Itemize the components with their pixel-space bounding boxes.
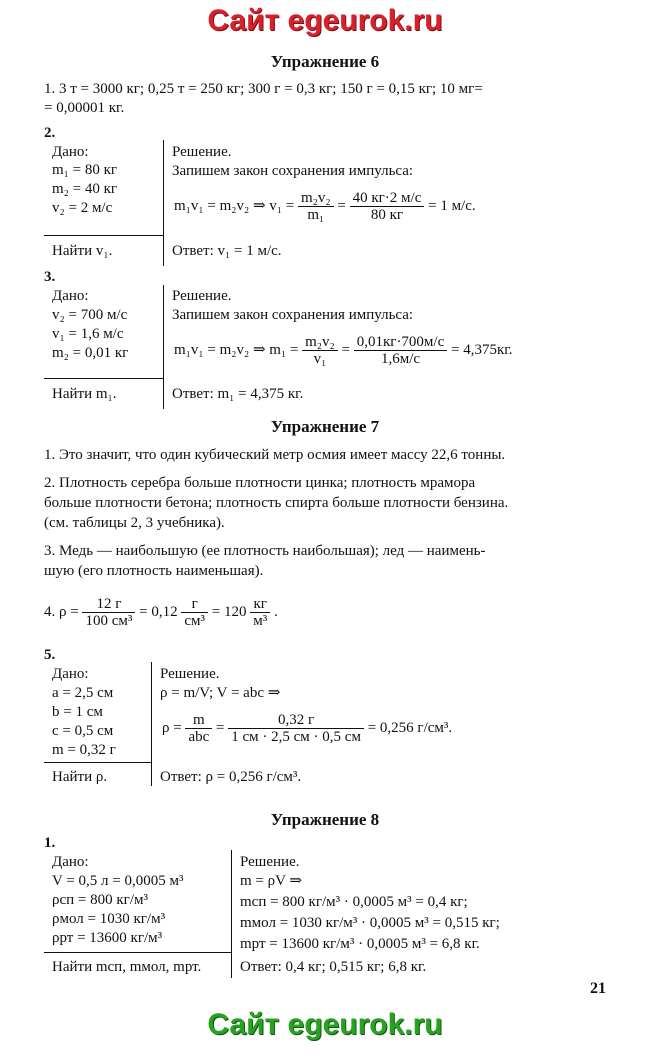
ex7-p5-f1-den: abc [188,729,210,746]
ex7-p4-equation [44,590,278,634]
ex6-title: Упражнение 6 [270,52,380,71]
ex6-p3-given-0: v₂ = 700 м/с [52,307,128,323]
ex6-p3-given-1: v₁ = 1,6 м/с [52,326,124,342]
ex7-p5-given-0: a = 2,5 см [52,685,114,701]
ex6-p2-given-divider [44,235,164,236]
ex7-p5-answer: Ответ: ρ = 0,256 г/см³. [160,769,302,785]
ex6-p2-f1-den: m₁ [307,207,325,224]
page-number: 21 [590,980,606,997]
ex7-p4-f1-num: 12 г [82,596,135,613]
ex7-p4-f3-den: м³ [253,613,268,630]
ex6-p2-answer: Ответ: v₁ = 1 м/с. [172,243,282,259]
watermark-bottom: Сайт egeurok.ru [207,1008,443,1041]
ex7-p4-left: 4. ρ = [44,604,79,620]
ex7-p4-f2-den: см³ [184,613,205,630]
ex6-p3-number: 3. [44,269,56,285]
ex6-p2-solution-label: Решение. [172,144,232,160]
ex7-p2-line-2: (см. таблицы 2, 3 учебника). [44,515,225,531]
ex8-p1-line-1: mмол = 1030 кг/м³ · 0,0005 м³ = 0,515 кг; [240,915,500,931]
ex6-p2-number: 2. [44,125,56,141]
ex7-p5-fraction-1 [185,712,212,745]
ex7-p5-given-divider [44,762,152,763]
ex6-p2-given-label: Дано: [52,144,89,160]
ex7-p5-f2-num: 0,32 г [228,712,364,729]
ex6-p3-given-2: m₂ = 0,01 кг [52,345,129,361]
ex7-p5-result: = 0,256 г/см³. [367,720,453,736]
ex6-p3-find: Найти m₁. [52,386,117,402]
ex7-p5-given-label: Дано: [52,666,89,682]
ex6-p2-f1-num: m₂v₂ [298,190,334,207]
ex8-p1-line-0: mсп = 800 кг/м³ · 0,0005 м³ = 0,4 кг; [240,894,468,910]
ex7-p5-formula: ρ = m/V; V = abc ⇒ [160,685,281,701]
ex8-p1-given-3: ρрт = 13600 кг/м³ [52,930,163,946]
ex7-p4-fraction-1 [82,596,135,629]
ex7-p5-find: Найти ρ. [52,769,108,785]
ex6-p2-f2-den: 80 кг [370,207,404,224]
ex7-p1: 1. Это значит, что один кубический метр осмия имеет массу 22,6 тонны. [44,447,506,463]
ex8-p1-answer: Ответ: 0,4 кг; 0,515 кг; 6,8 кг. [240,959,427,975]
ex8-p1-vertical-divider [231,850,232,978]
ex6-p3-equation: m₁v₁ = m₂v₂ ⇒ m₁ = $\frac{\text{m₂v₂}}{\text{v₁}}$ = $\frac{0,01кг\cdot 700м/с}{1,6м/с}$ = 4,375кг. [174,334,513,368]
ex6-p3-eq-left: m₁v₁ = m₂v₂ ⇒ m₁ = [174,342,299,358]
ex6-p2-given-1: m₂ = 40 кг [52,181,118,197]
ex8-p1-line-2: mрт = 13600 кг/м³ · 0,0005 м³ = 6,8 кг. [240,936,480,952]
ex6-p3-vertical-divider [163,285,164,409]
ex6-p3-f1-num: m₂v₂ [302,334,338,351]
ex7-p2-line-0: 2. Плотность серебра больше плотности цинка; плотность мрамора [44,475,476,491]
ex7-p5-given-3: m = 0,32 г [52,742,116,758]
ex8-p1-formula: m = ρV ⇒ [240,873,302,889]
ex7-p3-line-0: 3. Медь — наибольшую (ее плотность наибольшая); лед — наимень- [44,543,486,559]
ex8-p1-number: 1. [44,835,56,851]
ex6-p3-f1-den: v₁ [313,351,327,368]
ex7-p4-fraction-2 [181,596,208,629]
ex6-p1-line1: 1. 3 т = 3000 кг; 0,25 т = 250 кг; 300 г = 0,3 кг; 150 г = 0,15 кг; 10 мг= [44,81,483,97]
ex7-p5-given-2: c = 0,5 см [52,723,114,739]
ex6-p3-f2-num: 0,01кг·700м/с [354,334,448,351]
ex6-p2-given-2: v₂ = 2 м/с [52,200,113,216]
ex7-p4-f3-num: кг [250,596,270,613]
ex8-title: Упражнение 8 [270,810,380,829]
ex6-p3-law: Запишем закон сохранения импульса: [172,307,414,323]
ex7-p4-f1-den: 100 см³ [85,613,133,630]
ex6-p2-fraction-2 [350,190,425,223]
ex6-p3-answer: Ответ: m₁ = 4,375 кг. [172,386,304,402]
ex6-p2-vertical-divider [163,140,164,266]
ex6-p2-find: Найти v₁. [52,243,113,259]
ex8-p1-find: Найти mсп, mмол, mрт. [52,959,202,975]
ex7-p3-line-1: шую (его плотность наименьшая). [44,563,264,579]
ex7-p5-equation: ρ = $\frac{m}{\text{abc}}$ = $\frac{0,32 г}{1 см \cdot 2,5 см \cdot 0,5 см}$ = 0,256 г/см³. [162,712,453,746]
ex7-p5-fraction-2 [228,712,364,745]
ex7-p5-eq-left: ρ = [162,720,182,736]
ex8-p1-solution-label: Решение. [240,854,300,870]
ex7-title: Упражнение 7 [270,417,380,436]
ex8-p1-given-1: ρсп = 800 кг/м³ [52,892,148,908]
ex7-p5-given-1: b = 1 см [52,704,103,720]
ex6-p2-given-0: m₁ = 80 кг [52,162,118,178]
ex7-p5-f2-den: 1 см · 2,5 см · 0,5 см [231,729,361,746]
ex6-p3-fraction-1 [302,334,338,367]
ex6-p3-result: = 4,375кг. [451,342,513,358]
ex6-p3-fraction-2 [354,334,448,367]
ex7-p5-vertical-divider [151,662,152,786]
ex7-p5-solution-label: Решение. [160,666,220,682]
ex7-p4-f2-num: г [181,596,208,613]
ex6-p2-result: = 1 м/с. [428,198,476,214]
ex7-p4-end: . [273,604,278,620]
ex6-p3-given-label: Дано: [52,288,89,304]
ex7-p5-f1-num: m [185,712,212,729]
ex8-p1-given-2: ρмол = 1030 кг/м³ [52,911,166,927]
ex6-p2-equation: m₁v₁ = m₂v₂ ⇒ v₁ = $\frac{\text{m₂v₂}}{\text{m₁}}$ = $\frac{40 кг\cdot 2 м/с}{80 кг}$ = 1 м/с. [174,190,476,224]
ex6-p1-line2: = 0,00001 кг. [44,100,125,116]
ex6-p3-solution-label: Решение. [172,288,232,304]
ex7-p4-mid2: = 120 [211,604,247,620]
ex6-p2-fraction-1 [298,190,334,223]
ex6-p3-given-divider [44,378,164,379]
ex7-p4-mid: = 0,12 [139,604,178,620]
ex6-p2-f2-num: 40 кг·2 м/с [350,190,425,207]
ex8-p1-given-divider [44,952,232,953]
ex6-p3-f2-den: 1,6м/с [380,351,421,368]
watermark-top: Сайт egeurok.ru [207,4,443,37]
ex6-p2-eq-left: m₁v₁ = m₂v₂ ⇒ v₁ = [174,198,295,214]
ex7-p4-fraction-3 [250,596,270,629]
ex6-p2-law: Запишем закон сохранения импульса: [172,163,414,179]
ex7-p2-line-1: больше плотности бетона; плотность спирта больше плотности бензина. [44,495,509,511]
ex8-p1-given-0: V = 0,5 л = 0,0005 м³ [52,873,184,889]
ex7-p5-number: 5. [44,647,56,663]
ex8-p1-given-label: Дано: [52,854,89,870]
